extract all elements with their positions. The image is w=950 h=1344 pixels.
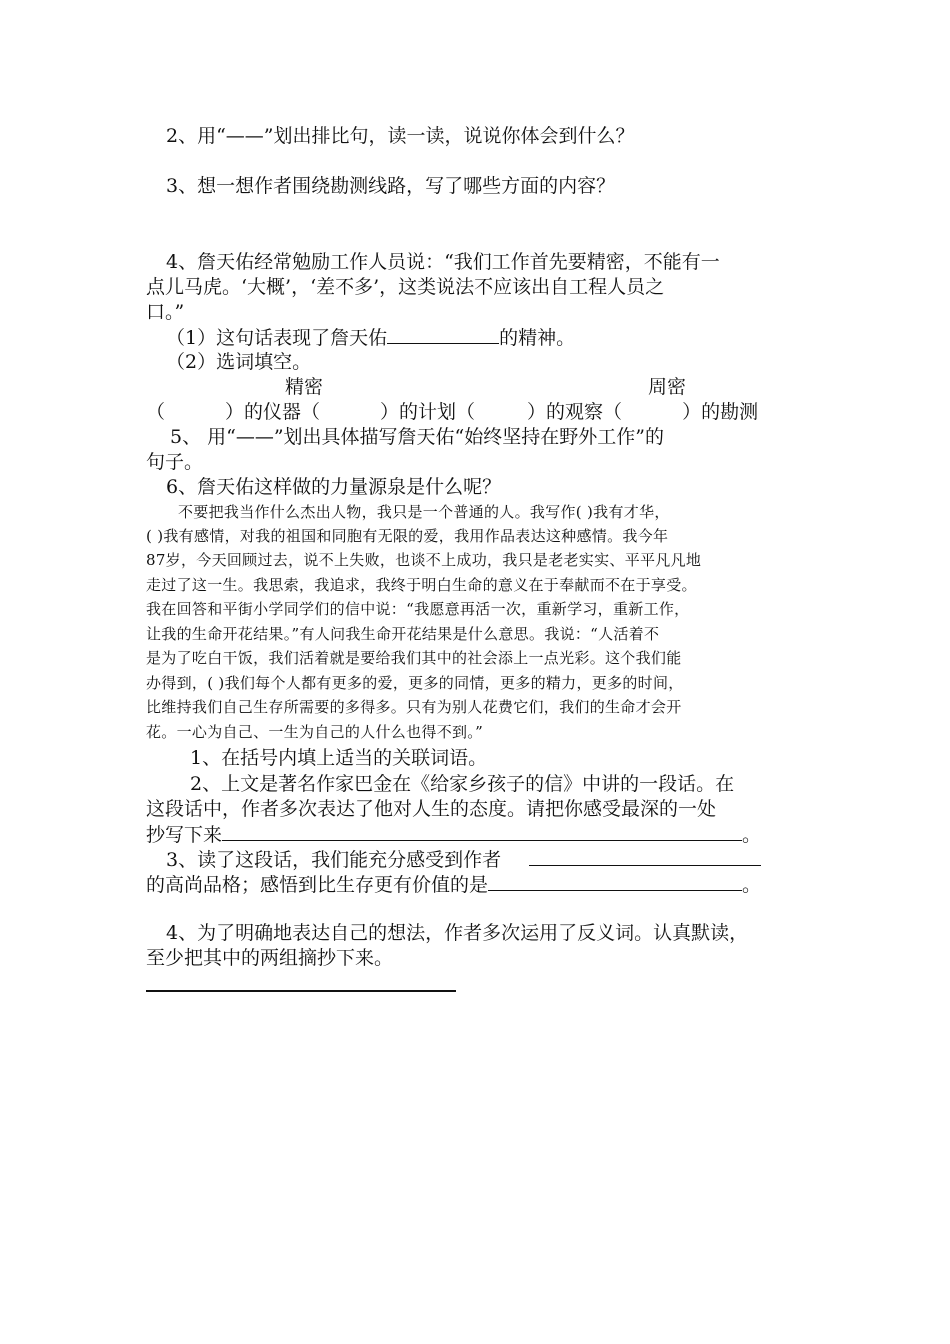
question-5-line-2: 句子。 <box>146 451 204 473</box>
fill-b-label: ）的计划（ <box>380 401 476 423</box>
passage-line-4: 走过了这一生。我思索，我追求，我终于明白生命的意义在于奉献而不在于享受。 <box>146 576 697 594</box>
q3-line2-suffix: 。 <box>742 874 762 896</box>
word-option-a: 精密 <box>285 376 324 398</box>
fill-in-line <box>146 400 758 424</box>
fill-a-label: ）的仪器（ <box>225 401 321 423</box>
word-option-b: 周密 <box>648 376 687 398</box>
question-6: 6、詹天佑这样做的力量源泉是什么呢？ <box>166 476 502 498</box>
passage-line-3: 87岁，今天回顾过去，说不上失败，也谈不上成功，我只是老老实实、平平凡凡地 <box>146 551 702 569</box>
fill-a-open: （ <box>146 401 166 423</box>
value-answer-blank[interactable] <box>488 872 742 891</box>
question-5-line-1: 5、 用“——”划出具体描写詹天佑“始终坚持在野外工作”的 <box>170 426 664 448</box>
passage-question-3-line-1 <box>166 847 761 872</box>
passage-line-2: ( )我有感情，对我的祖国和同胞有无限的爱，我用作品表达这种感情。我今年 <box>146 527 669 545</box>
question-4-sub-2: （2）选词填空。 <box>166 351 312 373</box>
fill-c-label: ）的观察（ <box>527 401 623 423</box>
copy-prefix: 抄写下来 <box>146 824 223 846</box>
passage-question-1: 1、在括号内填上适当的关联词语。 <box>190 747 488 769</box>
passage-line-6: 让我的生命开花结果。”有人问我生命开花结果是什么意思。我说：“人活着不 <box>146 625 660 643</box>
q3-line2-prefix: 的高尚品格；感悟到比生存更有价值的是 <box>146 874 489 896</box>
passage-line-10: 花。一心为自己、一生为自己的人什么也得不到。” <box>146 723 484 741</box>
question-4-line-2: 点儿马虎。‘大概’，‘差不多’，这类说法不应该出自工程人员之 <box>146 276 665 298</box>
copy-answer-blank[interactable] <box>222 822 742 841</box>
question-4-line-3: 口。” <box>146 301 185 323</box>
answer-blank[interactable] <box>387 325 499 344</box>
passage-question-4-line-2: 至少把其中的两组摘抄下来。 <box>146 947 394 969</box>
copy-suffix: 。 <box>742 824 762 846</box>
question-3: 3、想一想作者围绕勘测线路，写了哪些方面的内容？ <box>166 175 616 197</box>
passage-line-8: 办得到，( )我们每个人都有更多的爱，更多的同情，更多的精力，更多的时间， <box>146 674 684 692</box>
passage-line-1: 不要把我当作什么杰出人物，我只是一个普通的人。我写作( )我有才华， <box>178 503 670 521</box>
sub-1-prefix: （1）这句话表现了詹天佑 <box>166 327 388 349</box>
author-answer-blank[interactable] <box>529 847 761 866</box>
passage-line-9: 比维持我们自己生存所需要的多得多。只有为别人花费它们，我们的生命才会开 <box>146 698 682 716</box>
fill-d-label: ）的勘测 <box>682 401 759 423</box>
question-4-sub-1 <box>166 325 575 350</box>
passage-question-2-line-3 <box>146 822 761 847</box>
passage-question-2-line-2: 这段话中，作者多次表达了他对人生的态度。请把你感受最深的一处 <box>146 798 717 820</box>
passage-question-2-line-1: 2、上文是著名作家巴金在《给家乡孩子的信》中讲的一段话。在 <box>190 773 735 795</box>
passage-question-3-line-2 <box>146 872 761 897</box>
question-4-line-1: 4、詹天佑经常勉励工作人员说：“我们工作首先要精密，不能有一 <box>166 251 720 273</box>
question-2: 2、用“——”划出排比句，读一读，说说你体会到什么？ <box>166 125 635 147</box>
q3-prefix: 3、读了这段话，我们能充分感受到作者 <box>166 849 502 871</box>
answer-line[interactable] <box>146 990 456 992</box>
passage-line-7: 是为了吃白干饭，我们活着就是要给我们其中的社会添上一点光彩。这个我们能 <box>146 649 682 667</box>
passage-line-5: 我在回答和平街小学同学们的信中说：“我愿意再活一次，重新学习，重新工作， <box>146 600 690 618</box>
sub-1-suffix: 的精神。 <box>499 327 576 349</box>
passage-question-4-line-1: 4、为了明确地表达自己的想法，作者多次运用了反义词。认真默读， <box>166 922 749 944</box>
